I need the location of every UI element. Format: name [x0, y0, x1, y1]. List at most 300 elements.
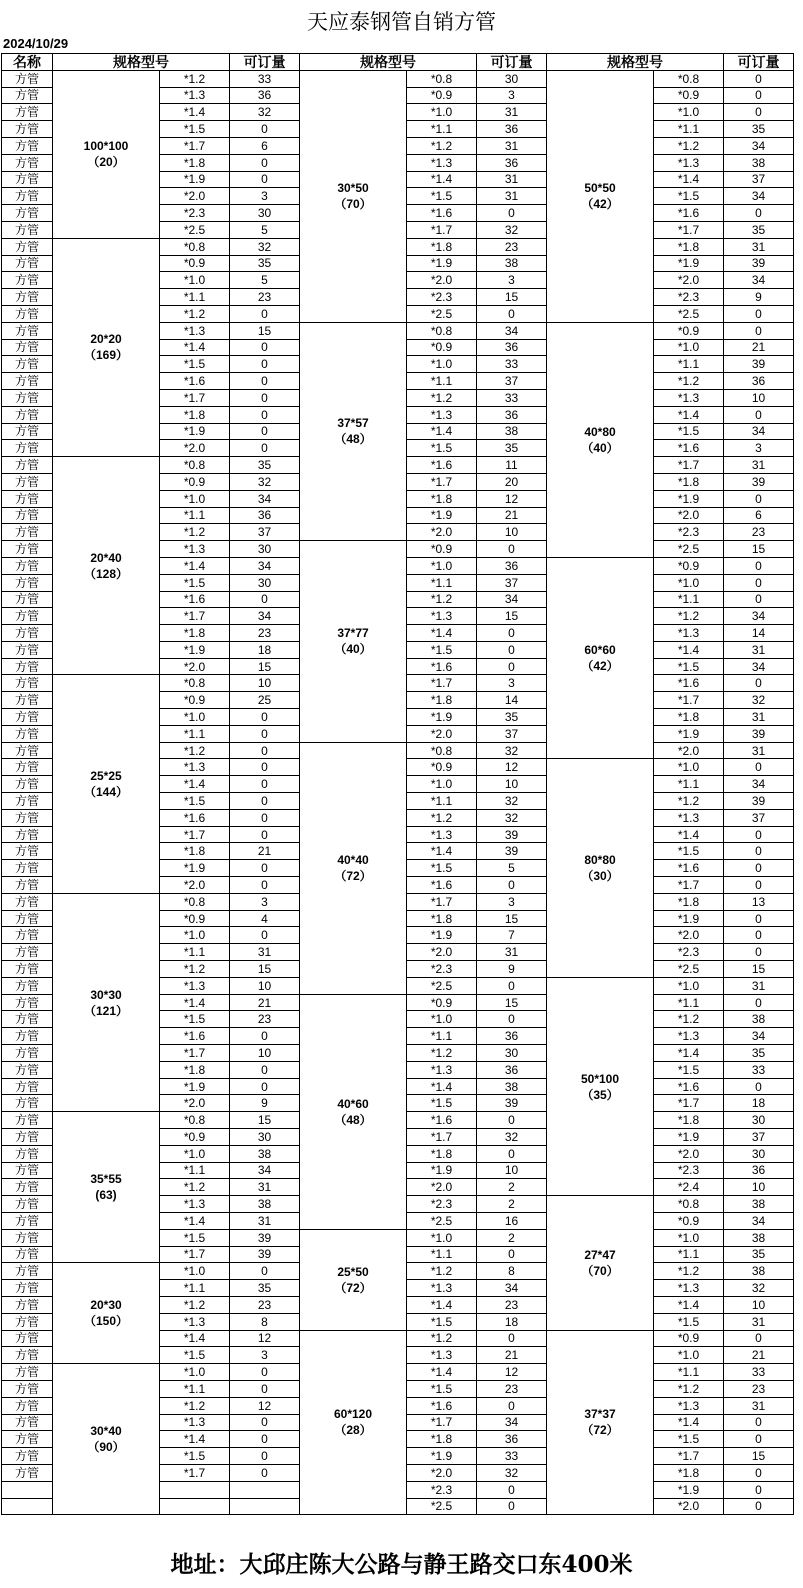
- spec-size: 37*37: [584, 1407, 616, 1422]
- gauge-cell: *2.0: [654, 272, 724, 289]
- qty-cell: 0: [230, 389, 300, 406]
- gauge-cell: *1.1: [160, 289, 230, 306]
- spec-cell: [300, 994, 407, 1229]
- gauge-cell: *2.0: [160, 188, 230, 205]
- gauge-cell: *1.0: [160, 1364, 230, 1381]
- qty-cell: 3: [477, 675, 547, 692]
- row-name-cell: 方管: [2, 725, 53, 742]
- qty-cell: 31: [724, 1313, 794, 1330]
- gauge-cell: *2.0: [407, 272, 477, 289]
- gauge-cell: *1.8: [160, 625, 230, 642]
- qty-cell: 15: [724, 1448, 794, 1465]
- qty-cell: 11: [477, 457, 547, 474]
- qty-cell: 0: [724, 944, 794, 961]
- qty-cell: 36: [724, 1162, 794, 1179]
- qty-cell: 31: [477, 944, 547, 961]
- qty-cell: 12: [477, 759, 547, 776]
- gauge-cell: *1.0: [160, 490, 230, 507]
- qty-cell: 0: [230, 742, 300, 759]
- qty-cell: 38: [230, 1196, 300, 1213]
- qty-cell: 31: [477, 137, 547, 154]
- qty-cell: 34: [477, 1414, 547, 1431]
- gauge-cell: *1.6: [407, 205, 477, 222]
- qty-cell: 15: [230, 961, 300, 978]
- qty-cell: 15: [230, 658, 300, 675]
- qty-cell: 23: [230, 625, 300, 642]
- row-name-cell: 方管: [2, 356, 53, 373]
- row-name-cell: 方管: [2, 1179, 53, 1196]
- qty-cell: 15: [477, 608, 547, 625]
- qty-cell: 36: [477, 1028, 547, 1045]
- gauge-cell: *1.4: [160, 104, 230, 121]
- qty-cell: 0: [477, 1011, 547, 1028]
- row-name-cell: 方管: [2, 524, 53, 541]
- qty-cell: 36: [724, 373, 794, 390]
- gauge-cell: *2.0: [407, 944, 477, 961]
- qty-cell: 20: [477, 473, 547, 490]
- qty-cell: 10: [724, 1179, 794, 1196]
- qty-cell: 23: [230, 1296, 300, 1313]
- qty-cell: 10: [230, 1045, 300, 1062]
- qty-cell: 34: [724, 423, 794, 440]
- gauge-cell: *2.5: [407, 1498, 477, 1515]
- gauge-cell: *1.7: [654, 221, 724, 238]
- qty-cell: 5: [230, 272, 300, 289]
- qty-cell: 30: [477, 1045, 547, 1062]
- gauge-cell: *2.5: [654, 305, 724, 322]
- qty-cell: 0: [230, 440, 300, 457]
- row-name-cell: 方管: [2, 994, 53, 1011]
- gauge-cell: *1.7: [160, 1045, 230, 1062]
- qty-cell: 35: [230, 457, 300, 474]
- header-spec: 规格型号: [300, 54, 477, 71]
- qty-cell: 0: [477, 977, 547, 994]
- qty-cell: 3: [230, 893, 300, 910]
- gauge-cell: *1.3: [160, 1196, 230, 1213]
- spec-count: （42）: [581, 659, 619, 674]
- gauge-cell: *0.9: [407, 339, 477, 356]
- qty-cell: 36: [477, 121, 547, 138]
- spec-size: 30*50: [337, 181, 369, 196]
- qty-cell: 36: [477, 557, 547, 574]
- gauge-cell: *1.8: [407, 1145, 477, 1162]
- spec-cell: [547, 1330, 654, 1515]
- gauge-cell: *1.5: [407, 1313, 477, 1330]
- qty-cell: 23: [477, 238, 547, 255]
- qty-cell: 37: [477, 373, 547, 390]
- row-name-cell: 方管: [2, 1464, 53, 1481]
- qty-cell: 39: [724, 356, 794, 373]
- gauge-cell: *2.0: [160, 658, 230, 675]
- gauge-cell: *1.9: [654, 910, 724, 927]
- gauge-cell: *1.8: [654, 473, 724, 490]
- qty-cell: 35: [724, 221, 794, 238]
- gauge-cell: *1.2: [407, 1263, 477, 1280]
- qty-cell: 32: [477, 793, 547, 810]
- qty-cell: 10: [230, 675, 300, 692]
- qty-cell: 31: [230, 944, 300, 961]
- qty-cell: 30: [724, 1145, 794, 1162]
- gauge-cell: *1.8: [407, 692, 477, 709]
- row-name-cell: 方管: [2, 272, 53, 289]
- qty-cell: 34: [230, 1162, 300, 1179]
- gauge-cell: *1.8: [654, 238, 724, 255]
- gauge-cell: *1.3: [160, 87, 230, 104]
- header-qty: 可订量: [477, 54, 547, 71]
- gauge-cell: *1.3: [407, 406, 477, 423]
- qty-cell: 35: [477, 709, 547, 726]
- qty-cell: 34: [477, 1280, 547, 1297]
- spec-size: 80*80: [584, 853, 616, 868]
- gauge-cell: *1.1: [654, 121, 724, 138]
- qty-cell: 37: [724, 1129, 794, 1146]
- qty-cell: 0: [724, 574, 794, 591]
- qty-cell: 38: [724, 1263, 794, 1280]
- spec-count: （121）: [83, 1003, 129, 1018]
- row-name-cell: 方管: [2, 1028, 53, 1045]
- gauge-cell: *2.5: [160, 221, 230, 238]
- gauge-cell: *0.9: [654, 87, 724, 104]
- spec-count: （30）: [581, 869, 619, 884]
- qty-cell: 34: [724, 1028, 794, 1045]
- gauge-cell: *1.9: [407, 1162, 477, 1179]
- gauge-cell: *1.4: [407, 843, 477, 860]
- row-name-cell: 方管: [2, 1196, 53, 1213]
- gauge-cell: *1.7: [654, 1095, 724, 1112]
- spec-count: （35）: [581, 1087, 619, 1102]
- qty-cell: 0: [477, 205, 547, 222]
- row-name-cell: 方管: [2, 104, 53, 121]
- qty-cell: 2: [477, 1229, 547, 1246]
- row-name-cell: 方管: [2, 221, 53, 238]
- gauge-cell: *0.8: [407, 742, 477, 759]
- gauge-cell: *1.2: [160, 1296, 230, 1313]
- gauge-cell: *1.1: [654, 994, 724, 1011]
- qty-cell: 3: [477, 893, 547, 910]
- qty-cell: 18: [230, 641, 300, 658]
- row-name-cell: 方管: [2, 322, 53, 339]
- gauge-cell: *1.4: [407, 1364, 477, 1381]
- qty-cell: 0: [230, 339, 300, 356]
- row-name-cell: 方管: [2, 1448, 53, 1465]
- qty-cell: 23: [724, 1380, 794, 1397]
- qty-cell: 36: [230, 507, 300, 524]
- gauge-cell: *1.0: [654, 977, 724, 994]
- qty-cell: 31: [724, 641, 794, 658]
- qty-cell: 32: [724, 1280, 794, 1297]
- qty-cell: 0: [230, 826, 300, 843]
- gauge-cell: *1.2: [407, 1045, 477, 1062]
- qty-cell: [230, 1481, 300, 1498]
- qty-cell: 0: [230, 1061, 300, 1078]
- qty-cell: 38: [724, 1196, 794, 1213]
- gauge-cell: *2.0: [407, 725, 477, 742]
- gauge-cell: *1.0: [407, 557, 477, 574]
- row-name-cell: 方管: [2, 793, 53, 810]
- gauge-cell: *1.2: [407, 1330, 477, 1347]
- gauge-cell: *0.8: [160, 238, 230, 255]
- gauge-cell: *1.8: [160, 154, 230, 171]
- row-name-cell: 方管: [2, 625, 53, 642]
- gauge-cell: *1.8: [407, 238, 477, 255]
- row-name-cell: 方管: [2, 1011, 53, 1028]
- qty-cell: 36: [477, 154, 547, 171]
- gauge-cell: *1.0: [654, 574, 724, 591]
- spec-cell: [547, 759, 654, 977]
- qty-cell: 0: [230, 1448, 300, 1465]
- gauge-cell: *1.9: [407, 709, 477, 726]
- qty-cell: 0: [724, 675, 794, 692]
- qty-cell: 33: [724, 1061, 794, 1078]
- qty-cell: 38: [477, 1078, 547, 1095]
- gauge-cell: *1.1: [654, 1246, 724, 1263]
- gauge-cell: *1.7: [654, 877, 724, 894]
- gauge-cell: *2.4: [654, 1179, 724, 1196]
- spec-size: 30*40: [90, 1424, 122, 1439]
- qty-cell: 0: [724, 322, 794, 339]
- qty-cell: 31: [724, 238, 794, 255]
- qty-cell: 8: [477, 1263, 547, 1280]
- gauge-cell: *2.0: [160, 877, 230, 894]
- qty-cell: 0: [724, 205, 794, 222]
- gauge-cell: *1.2: [160, 742, 230, 759]
- row-name-cell: 方管: [2, 759, 53, 776]
- gauge-cell: *1.9: [654, 1481, 724, 1498]
- row-name-cell: 方管: [2, 961, 53, 978]
- gauge-cell: *1.9: [654, 1129, 724, 1146]
- gauge-cell: *1.4: [654, 406, 724, 423]
- qty-cell: 0: [230, 877, 300, 894]
- gauge-cell: *1.5: [160, 1011, 230, 1028]
- qty-cell: 31: [230, 1212, 300, 1229]
- gauge-cell: *1.7: [160, 826, 230, 843]
- qty-cell: 14: [724, 625, 794, 642]
- gauge-cell: *1.0: [407, 1229, 477, 1246]
- row-name-cell: 方管: [2, 709, 53, 726]
- qty-cell: 0: [724, 1431, 794, 1448]
- gauge-cell: *0.8: [407, 70, 477, 87]
- row-name-cell: 方管: [2, 406, 53, 423]
- gauge-cell: *2.3: [654, 944, 724, 961]
- row-name-cell: 方管: [2, 826, 53, 843]
- spec-cell: [547, 70, 654, 322]
- qty-cell: 15: [724, 961, 794, 978]
- gauge-cell: *1.4: [160, 1431, 230, 1448]
- gauge-cell: *1.4: [160, 776, 230, 793]
- gauge-cell: *1.2: [160, 1179, 230, 1196]
- qty-cell: 0: [230, 793, 300, 810]
- gauge-cell: *1.3: [654, 389, 724, 406]
- header-spec: 规格型号: [53, 54, 230, 71]
- row-name-cell: 方管: [2, 557, 53, 574]
- qty-cell: 15: [477, 289, 547, 306]
- gauge-cell: *1.1: [407, 1028, 477, 1045]
- qty-cell: 35: [724, 1045, 794, 1062]
- row-name-cell: 方管: [2, 809, 53, 826]
- gauge-cell: *1.0: [654, 1229, 724, 1246]
- qty-cell: 0: [230, 860, 300, 877]
- qty-cell: 34: [724, 1212, 794, 1229]
- qty-cell: 0: [230, 1078, 300, 1095]
- gauge-cell: *1.8: [654, 1112, 724, 1129]
- gauge-cell: *2.0: [654, 1145, 724, 1162]
- gauge-cell: *1.7: [407, 1414, 477, 1431]
- qty-cell: 10: [230, 977, 300, 994]
- qty-cell: 0: [724, 877, 794, 894]
- row-name-cell: 方管: [2, 1078, 53, 1095]
- gauge-cell: *1.1: [654, 356, 724, 373]
- qty-cell: 39: [230, 1229, 300, 1246]
- qty-cell: 34: [477, 322, 547, 339]
- gauge-cell: *1.4: [654, 641, 724, 658]
- qty-cell: 32: [724, 692, 794, 709]
- qty-cell: 32: [230, 473, 300, 490]
- qty-cell: [230, 1498, 300, 1515]
- qty-cell: 4: [230, 910, 300, 927]
- gauge-cell: *1.5: [654, 843, 724, 860]
- gauge-cell: *0.9: [654, 557, 724, 574]
- qty-cell: 0: [230, 1263, 300, 1280]
- row-name-cell: 方管: [2, 339, 53, 356]
- row-name-cell: 方管: [2, 188, 53, 205]
- gauge-cell: *1.2: [654, 608, 724, 625]
- spec-size: 37*57: [337, 416, 369, 431]
- qty-cell: 10: [477, 776, 547, 793]
- gauge-cell: *1.9: [407, 1448, 477, 1465]
- gauge-cell: *0.9: [654, 1330, 724, 1347]
- gauge-cell: *2.5: [407, 1212, 477, 1229]
- gauge-cell: *1.7: [654, 692, 724, 709]
- gauge-cell: *1.3: [654, 1028, 724, 1045]
- spec-cell: [53, 893, 160, 1111]
- gauge-cell: *1.3: [407, 1347, 477, 1364]
- gauge-cell: *1.9: [654, 255, 724, 272]
- spec-count: （70）: [581, 1263, 619, 1278]
- gauge-cell: *1.7: [160, 137, 230, 154]
- qty-cell: 0: [477, 1145, 547, 1162]
- row-name-cell: 方管: [2, 1145, 53, 1162]
- row-name-cell: 方管: [2, 490, 53, 507]
- gauge-cell: *1.2: [654, 373, 724, 390]
- qty-cell: 34: [230, 557, 300, 574]
- row-name-cell: 方管: [2, 205, 53, 222]
- qty-cell: 34: [724, 776, 794, 793]
- qty-cell: 23: [477, 1296, 547, 1313]
- gauge-cell: *1.1: [160, 1162, 230, 1179]
- gauge-cell: *1.7: [654, 1448, 724, 1465]
- row-name-cell: 方管: [2, 977, 53, 994]
- qty-cell: 0: [477, 658, 547, 675]
- spec-count: （42）: [581, 197, 619, 212]
- qty-cell: 7: [477, 927, 547, 944]
- spec-cell: [53, 675, 160, 893]
- qty-cell: 31: [724, 709, 794, 726]
- gauge-cell: *1.5: [654, 1061, 724, 1078]
- gauge-cell: *1.5: [654, 423, 724, 440]
- row-name-cell: 方管: [2, 1095, 53, 1112]
- qty-cell: 3: [477, 87, 547, 104]
- row-name-cell: 方管: [2, 641, 53, 658]
- gauge-cell: *1.8: [654, 893, 724, 910]
- gauge-cell: *1.2: [407, 137, 477, 154]
- qty-cell: 21: [724, 339, 794, 356]
- spec-cell: [53, 1112, 160, 1263]
- qty-cell: 30: [230, 205, 300, 222]
- gauge-cell: *1.6: [654, 205, 724, 222]
- gauge-cell: *1.5: [160, 574, 230, 591]
- row-name-cell: 方管: [2, 1129, 53, 1146]
- gauge-cell: *1.4: [407, 171, 477, 188]
- gauge-cell: *1.4: [654, 171, 724, 188]
- spec-size: 27*47: [584, 1247, 616, 1262]
- gauge-cell: *1.2: [160, 305, 230, 322]
- row-name-cell: 方管: [2, 1364, 53, 1381]
- row-name-cell: 方管: [2, 1061, 53, 1078]
- row-name-cell: 方管: [2, 927, 53, 944]
- spec-count: （48）: [334, 1112, 372, 1127]
- row-name-cell: 方管: [2, 121, 53, 138]
- gauge-cell: *2.0: [654, 742, 724, 759]
- gauge-cell: *2.0: [654, 1498, 724, 1515]
- gauge-cell: *1.5: [160, 121, 230, 138]
- spec-count: （169）: [83, 348, 129, 363]
- header-name: 名称: [2, 54, 53, 71]
- qty-cell: 0: [230, 1464, 300, 1481]
- qty-cell: 34: [724, 272, 794, 289]
- gauge-cell: *1.8: [407, 910, 477, 927]
- gauge-cell: *1.0: [160, 927, 230, 944]
- qty-cell: 31: [724, 457, 794, 474]
- gauge-cell: *1.4: [654, 826, 724, 843]
- gauge-cell: *1.2: [160, 961, 230, 978]
- gauge-cell: *1.6: [407, 457, 477, 474]
- gauge-cell: *2.5: [654, 541, 724, 558]
- spec-count: （72）: [334, 1280, 372, 1295]
- spec-size: 30*30: [90, 987, 122, 1002]
- gauge-cell: *1.4: [654, 1045, 724, 1062]
- qty-cell: 38: [724, 154, 794, 171]
- spec-size: 25*25: [90, 769, 122, 784]
- qty-cell: 0: [477, 877, 547, 894]
- gauge-cell: *1.2: [407, 591, 477, 608]
- spec-cell: [300, 322, 407, 540]
- spec-cell: [300, 742, 407, 994]
- gauge-cell: *1.2: [407, 389, 477, 406]
- gauge-cell: *1.8: [654, 1464, 724, 1481]
- row-name-cell: 方管: [2, 893, 53, 910]
- qty-cell: 9: [477, 961, 547, 978]
- gauge-cell: *1.3: [407, 826, 477, 843]
- spec-size: 50*100: [580, 1071, 620, 1086]
- qty-cell: 0: [230, 423, 300, 440]
- gauge-cell: *1.8: [160, 1061, 230, 1078]
- row-name-cell: 方管: [2, 1431, 53, 1448]
- qty-cell: 32: [477, 809, 547, 826]
- row-name-cell: [2, 1498, 53, 1515]
- spec-size: 37*77: [337, 626, 369, 641]
- gauge-cell: *1.9: [654, 490, 724, 507]
- gauge-cell: *1.4: [407, 423, 477, 440]
- qty-cell: 34: [724, 188, 794, 205]
- row-name-cell: 方管: [2, 1380, 53, 1397]
- gauge-cell: *1.1: [407, 793, 477, 810]
- qty-cell: 0: [724, 406, 794, 423]
- row-name-cell: 方管: [2, 692, 53, 709]
- row-name-cell: 方管: [2, 574, 53, 591]
- qty-cell: 0: [724, 1414, 794, 1431]
- row-name-cell: 方管: [2, 608, 53, 625]
- qty-cell: 32: [230, 238, 300, 255]
